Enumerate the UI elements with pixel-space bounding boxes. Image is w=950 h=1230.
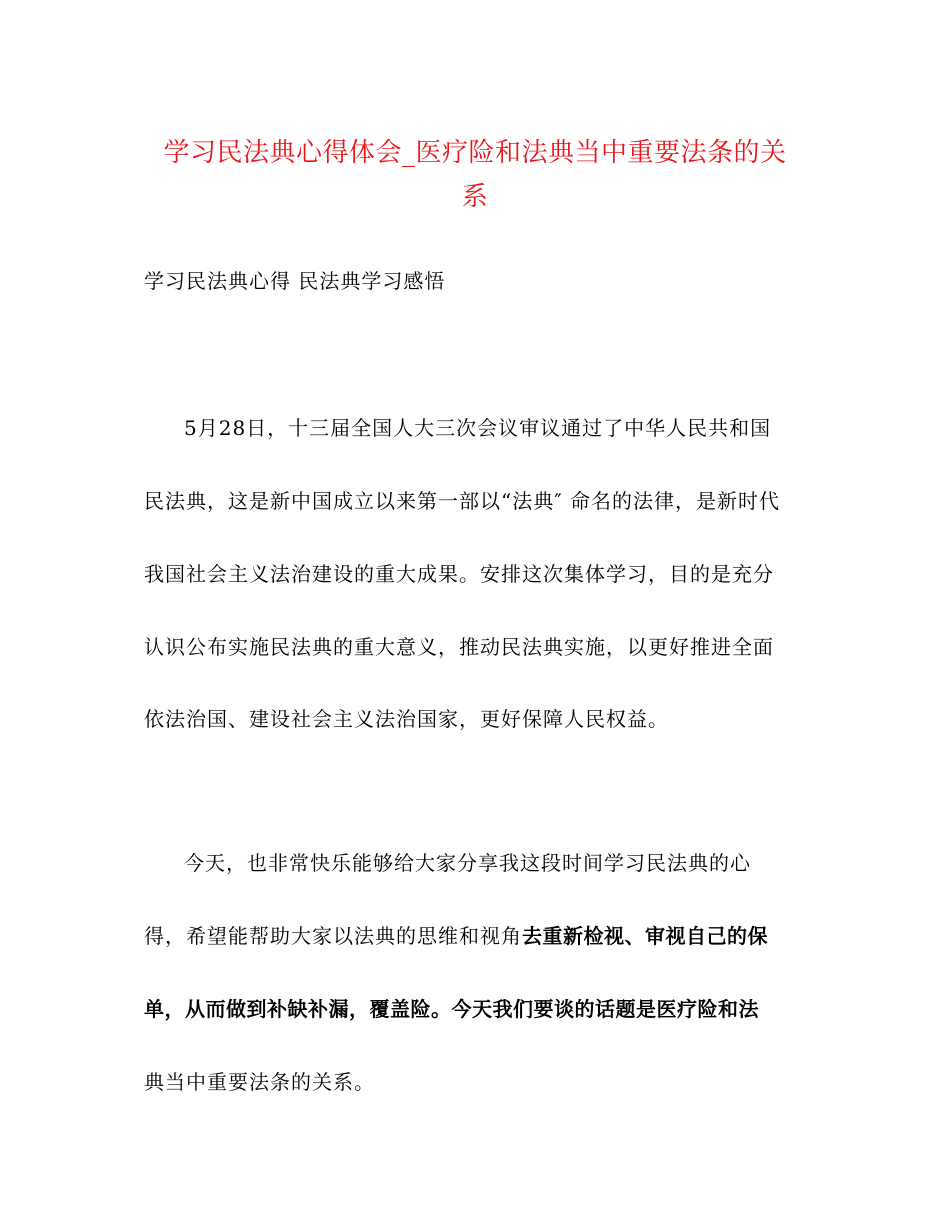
paragraph-2-line-2-normal: 得，希望能帮助大家以法典的思维和视角	[144, 924, 522, 948]
paragraph-1-line-4: 认识公布实施民法典的重大意义，推动民法典实施，以更好推进全面	[144, 635, 774, 659]
paragraph-2-line-1: 今天，也非常快乐能够给大家分享我这段时间学习民法典的心	[184, 851, 751, 875]
document-title-line-1: 学习民法典心得体会_医疗险和法典当中重要法条的关	[163, 138, 787, 168]
document-title-line-2: 系	[461, 182, 489, 212]
paragraph-1-line-3: 我国社会主义法治建设的重大成果。安排这次集体学习，目的是充分	[144, 562, 774, 586]
paragraph-2-line-2-bold: 去重新检视、审视自己的保	[522, 924, 768, 948]
subtitle: 学习民法典心得 民法典学习感悟	[144, 269, 446, 293]
paragraph-2-line-3: 单，从而做到补缺补漏，覆盖险。今天我们要谈的话题是医疗险和法	[144, 997, 759, 1021]
paragraph-2-line-4: 典当中重要法条的关系。	[144, 1070, 375, 1094]
paragraph-1-line-1: 5月28日，十三届全国人大三次会议审议通过了中华人民共和国	[184, 416, 772, 440]
paragraph-2-line-2	[144, 921, 768, 951]
paragraph-1-line-2: 民法典，这是新中国成立以来第一部以“法典″ 命名的法律，是新时代	[144, 489, 781, 513]
paragraph-1-line-5: 依法治国、建设社会主义法治国家，更好保障人民权益。	[144, 707, 669, 731]
